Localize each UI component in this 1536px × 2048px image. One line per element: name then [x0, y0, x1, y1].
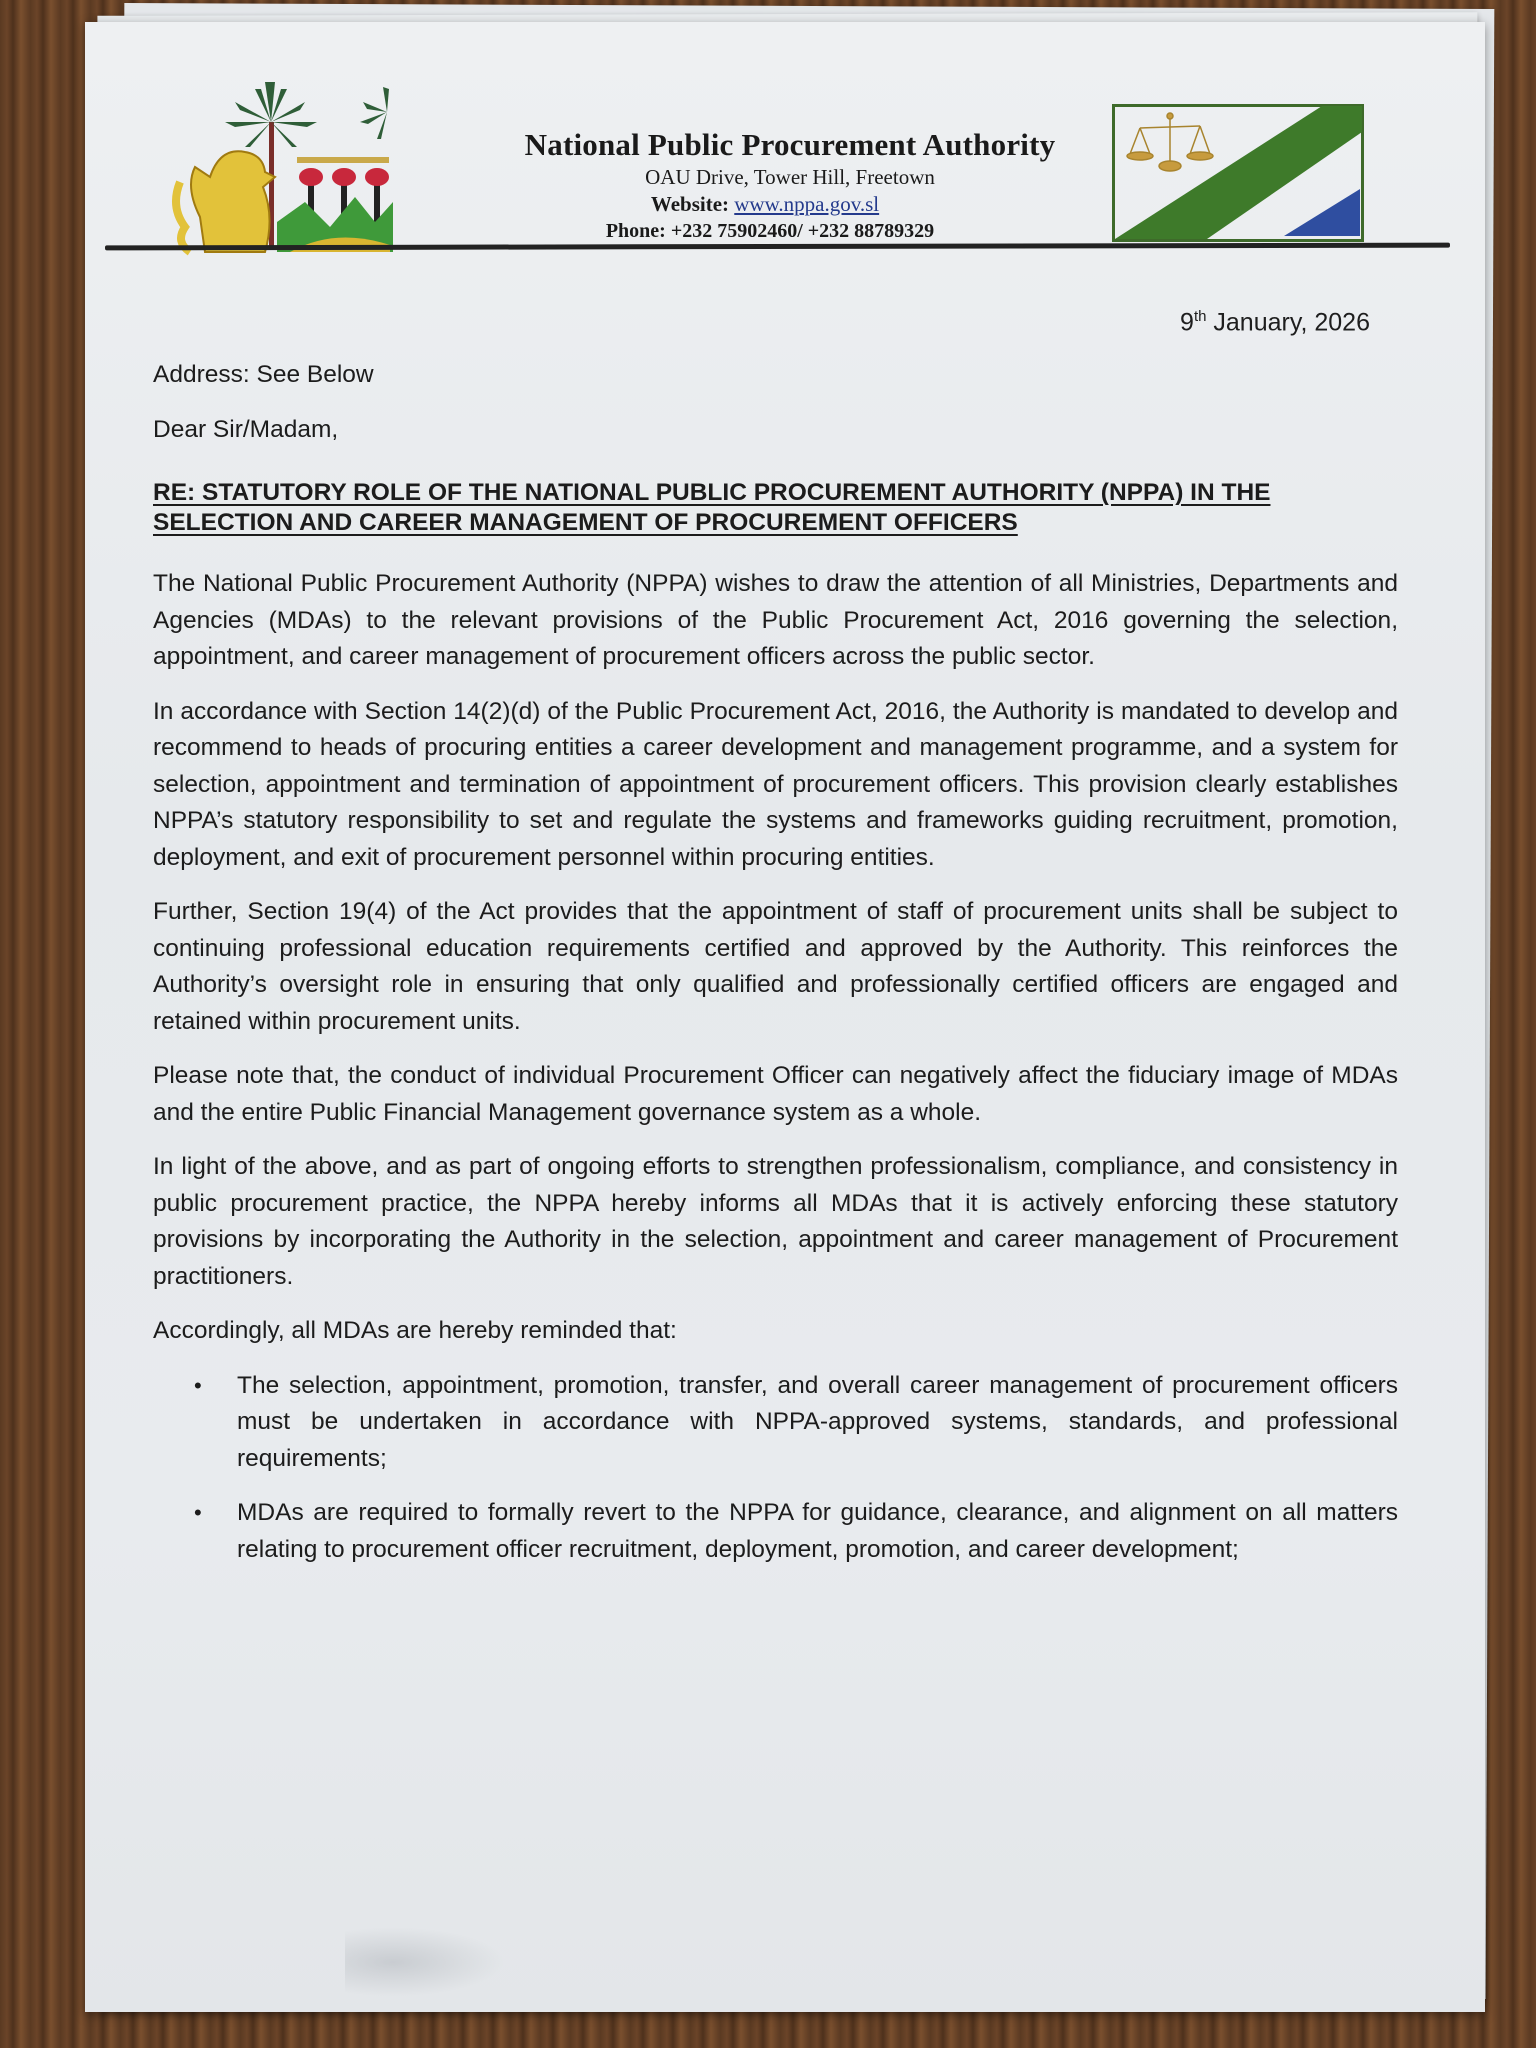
subject-line: RE: STATUTORY ROLE OF THE NATIONAL PUBLIC PROCUREMENT AUTHORITY (NPPA) IN THE SELECTION AND CAREER MANAGEMENT OF PROCUREMENT OFFICERS [153, 479, 1271, 536]
letter-page [85, 22, 1485, 2012]
letter-body [153, 357, 1398, 1586]
salutation: Dear Sir/Madam, [153, 415, 339, 443]
date-month-year: January, 2026 [1206, 308, 1370, 337]
list-item-text: MDAs are required to formally revert to the NPPA for guidance, clearance, and alignment on all matters relating to procurement officer recruitment, deployment, promotion, and career development; [237, 1499, 1398, 1563]
date-day: 9 [1180, 308, 1194, 337]
organization-name: National Public Procurement Authority [524, 127, 1056, 162]
organization-address: OAU Drive, Tower Hill, Freetown [645, 165, 935, 189]
list-item [194, 1495, 1398, 1568]
bullet-icon: • [194, 1500, 202, 1525]
paragraph: In light of the above, and as part of ongoing efforts to strengthen professionalism, compliance, and consistency in public procurement practice, the NPPA hereby informs all MDAs that it is actively enforcing these statutory provisions by incorporating the Authority in the selection, appointment and career management of Procurement practitioners. [153, 1153, 1398, 1290]
paragraph: Further, Section 19(4) of the Act provides that the appointment of staff of procurement units shall be subject to continuing professional education requirements certified and approved by the Authority. This reinforces the Authority’s oversight role in ensuring that only qualified and professionally certified officers are engaged and retained within procurement units. [153, 898, 1398, 1035]
organization-website [415, 192, 1165, 217]
scales-of-justice-logo-icon [1112, 104, 1364, 242]
address-line: Address: See Below [153, 361, 374, 388]
bullet-icon: • [194, 1372, 202, 1398]
letter-date [1180, 308, 1370, 337]
website-label: Website: [650, 192, 730, 216]
paragraph: In accordance with Section 14(2)(d) of the Public Procurement Act, 2016, the Authority is mandated to develop and recommend to heads of procuring entities a career development and management programme, and a system for selection, appointment and termination of appointment of procurement officers. This provision clearly establishes NPPA’s statutory responsibility to set and regulate the systems and frameworks guiding recruitment, promotion, deployment, and exit of procurement personnel within procuring entities. [153, 697, 1398, 871]
list-item [194, 1368, 1398, 1478]
reminder-list [153, 1368, 1398, 1569]
date-suffix: th [1193, 308, 1207, 325]
organization-block [415, 127, 1165, 243]
organization-phone: Phone: +232 75902460/ +232 88789329 [605, 220, 935, 242]
letterhead [85, 22, 1485, 252]
paragraph: Please note that, the conduct of individual Procurement Officer can negatively affect the fiduciary image of MDAs and the entire Public Financial Management governance system as a whole. [153, 1062, 1398, 1126]
paragraph: The National Public Procurement Authority (NPPA) wishes to draw the attention of all Ministries, Departments and Agencies (MDAs) to the relevant provisions of the Public Procurement Act, 2016 governing the selection, appointment, and career management of procurement officers across the public sector. [153, 570, 1398, 670]
website-link[interactable]: www.nppa.gov.sl [734, 192, 880, 216]
list-item-text: The selection, appointment, promotion, transfer, and overall career management of procurement officers must be undertaken in accordance with NPPA-approved systems, standards, and professional requirements; [237, 1371, 1398, 1472]
paragraph: Accordingly, all MDAs are hereby reminded that: [153, 1317, 677, 1344]
paper-crease [345, 1927, 505, 1997]
